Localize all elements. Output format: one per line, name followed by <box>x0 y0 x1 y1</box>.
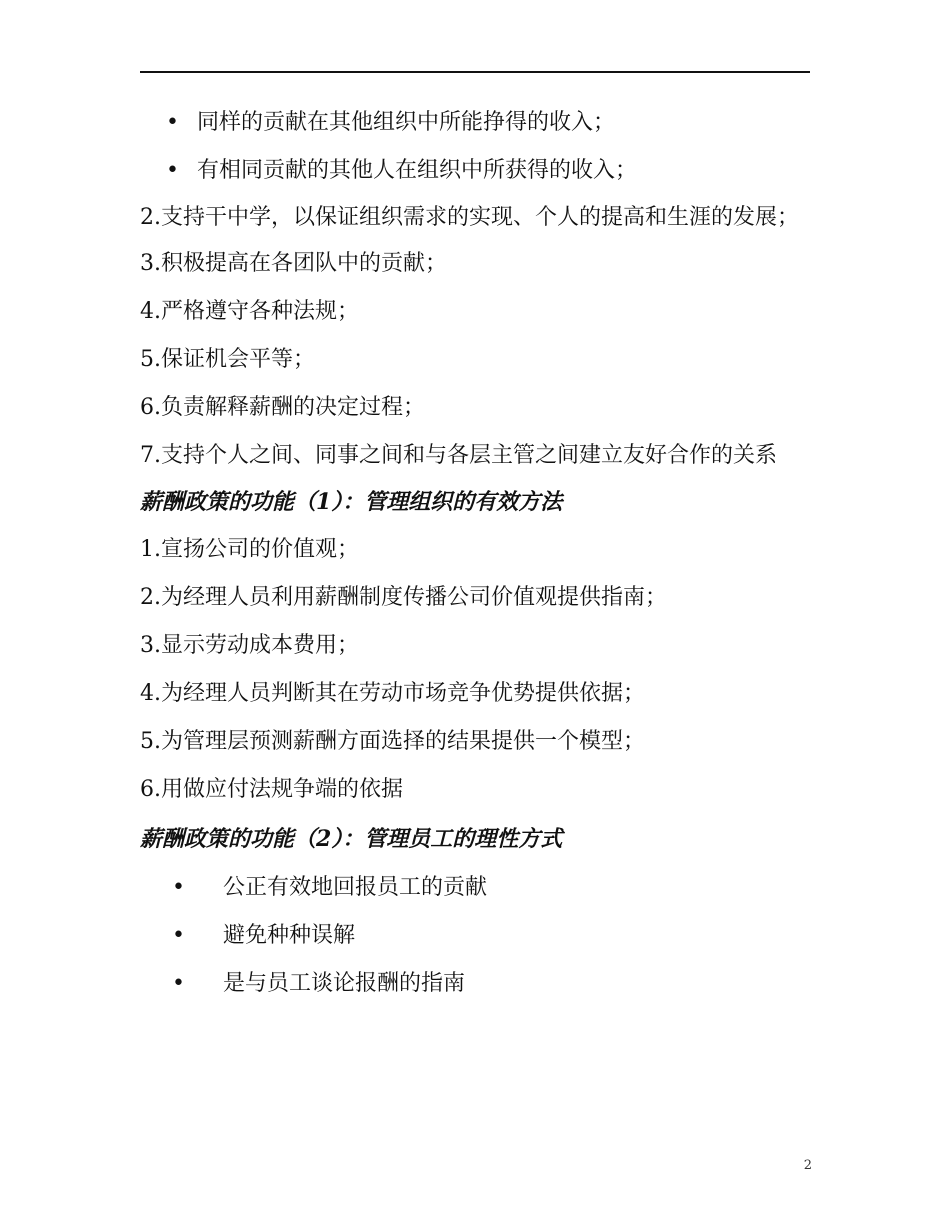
list-item: 5.为管理层预测薪酬方面选择的结果提供一个模型； <box>140 729 645 754</box>
bullet-text: 是与员工谈论报酬的指南 <box>223 971 466 996</box>
bullet-item <box>140 921 812 951</box>
section-heading: 薪酬政策的功能（2）：管理员工的理性方式 <box>140 826 563 852</box>
list-item: 6.用做应付法规争端的依据 <box>140 777 403 802</box>
page-content <box>140 108 812 999</box>
bullet-text: 公正有效地回报员工的贡献 <box>223 875 488 900</box>
bullet-item <box>140 108 812 138</box>
list-item: 2.为经理人员利用薪酬制度传播公司价值观提供指南； <box>140 585 667 610</box>
list-item: 6.负责解释薪酬的决定过程； <box>140 395 425 420</box>
list-item: 3.积极提高在各团队中的贡献； <box>140 251 447 276</box>
bullet-text: 同样的贡献在其他组织中所能挣得的收入； <box>197 110 616 135</box>
list-item: 3.显示劳动成本费用； <box>140 633 359 658</box>
header-rule <box>140 71 810 73</box>
bullet-item <box>140 873 812 903</box>
bullet-icon: • <box>172 875 185 900</box>
bullet-icon: • <box>166 158 179 183</box>
list-item: 1.宣扬公司的价值观； <box>140 537 359 562</box>
bullet-item <box>140 969 812 999</box>
section-heading: 薪酬政策的功能（1）：管理组织的有效方法 <box>140 489 563 515</box>
bullet-text: 有相同贡献的其他人在组织中所获得的收入； <box>197 158 638 183</box>
bullet-text: 避免种种误解 <box>223 923 356 948</box>
list-item: 4.严格遵守各种法规； <box>140 299 359 324</box>
bullet-item <box>140 156 812 186</box>
list-item: 2.支持干中学，以保证组织需求的实现、个人的提高和生涯的发展； <box>140 205 799 230</box>
bullet-icon: • <box>172 923 185 948</box>
bullet-icon: • <box>166 110 179 135</box>
page-number: 2 <box>803 1158 812 1173</box>
list-item: 5.保证机会平等； <box>140 347 315 372</box>
bullet-icon: • <box>172 971 185 996</box>
list-item: 7.支持个人之间、同事之间和与各层主管之间建立友好合作的关系 <box>140 443 777 468</box>
list-item: 4.为经理人员判断其在劳动市场竞争优势提供依据； <box>140 681 645 706</box>
